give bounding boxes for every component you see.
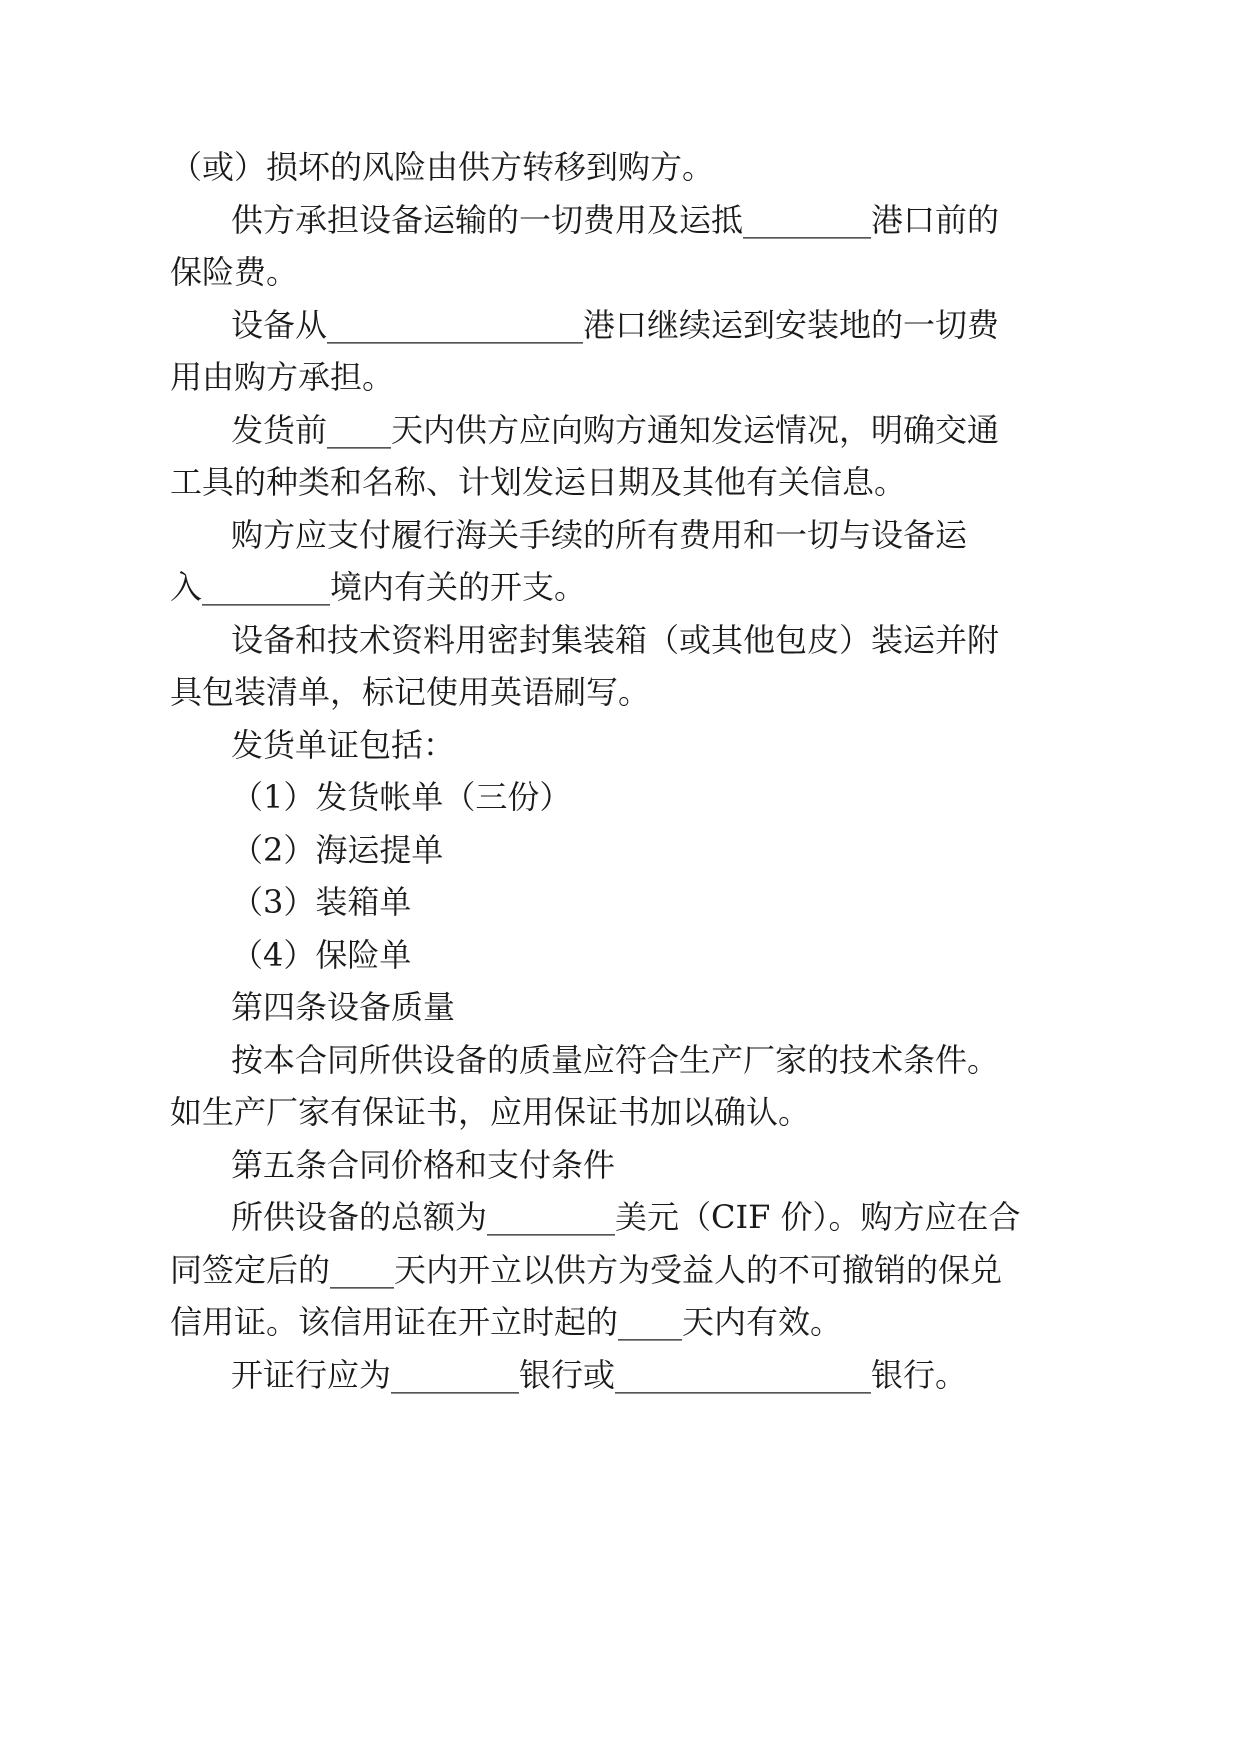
text-line: 发货前____天内供方应向购方通知发运情况，明确交通 <box>231 411 1000 449</box>
text-line: 设备和技术资料用密封集装箱（或其他包皮）装运并附 <box>231 621 1000 659</box>
text-line: 同签定后的____天内开立以供方为受益人的不可撤销的保兑 <box>170 1251 1003 1289</box>
section-heading: 第四条设备质量 <box>231 988 456 1026</box>
list-item: （2）海运提单 <box>231 831 444 869</box>
text-line: 工具的种类和名称、计划发运日期及其他有关信息。 <box>170 463 907 501</box>
text-line: 供方承担设备运输的一切费用及运抵________港口前的 <box>231 201 1000 239</box>
text-line: 所供设备的总额为________美元（CIF 价）。购方应在合 <box>231 1198 1021 1236</box>
text-line: 具包装清单，标记使用英语刷写。 <box>170 673 651 711</box>
text-line: 按本合同所供设备的质量应符合生产厂家的技术条件。 <box>231 1041 1000 1079</box>
text-line: 保险费。 <box>170 253 299 291</box>
list-item: （1）发货帐单（三份） <box>231 778 572 816</box>
text-line: 设备从________________港口继续运到安装地的一切费 <box>231 306 1000 344</box>
section-heading: 第五条合同价格和支付条件 <box>231 1146 616 1184</box>
text-line: 开证行应为________银行或________________银行。 <box>231 1356 968 1394</box>
text-line: 如生产厂家有保证书，应用保证书加以确认。 <box>170 1093 811 1131</box>
text-line: 信用证。该信用证在开立时起的____天内有效。 <box>170 1303 843 1341</box>
list-item: （4）保险单 <box>231 936 412 974</box>
text-line: 入________境内有关的开支。 <box>170 568 587 606</box>
list-item: （3）装箱单 <box>231 883 412 921</box>
text-line: （或）损坏的风险由供方转移到购方。 <box>170 148 715 186</box>
text-line: 用由购方承担。 <box>170 358 395 396</box>
text-line: 发货单证包括： <box>231 726 456 764</box>
text-line: 购方应支付履行海关手续的所有费用和一切与设备运 <box>231 516 968 554</box>
